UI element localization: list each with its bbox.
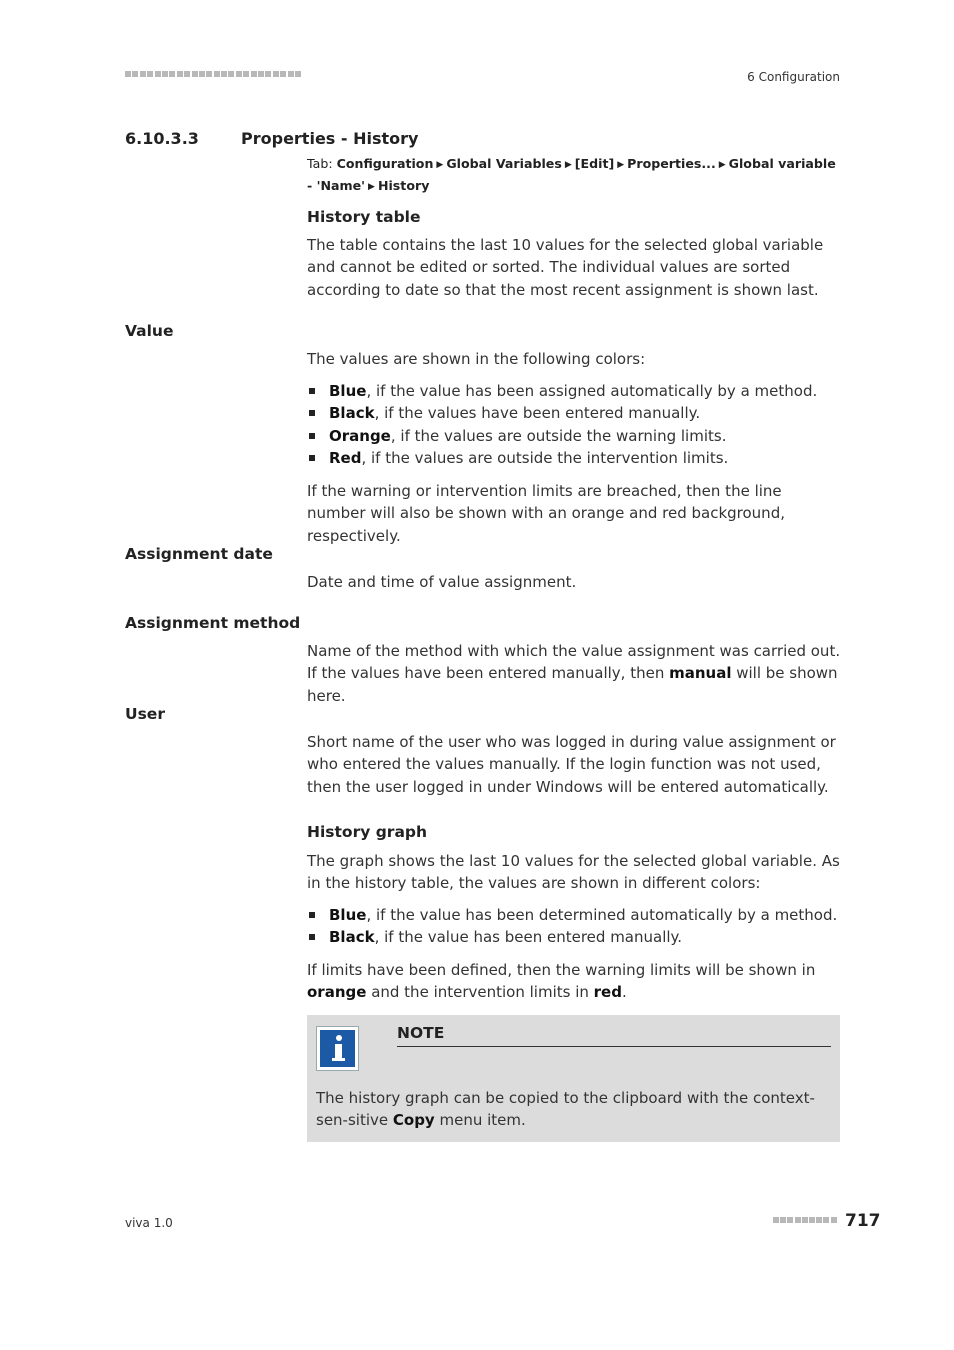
- note-divider: [397, 1046, 831, 1047]
- running-header-chapter: 6 Configuration: [747, 70, 840, 84]
- history-graph-intro: The graph shows the last 10 values for the selected global variable. As in the history table, the values are shown in different colors:: [307, 852, 840, 893]
- history-graph-heading: History graph: [307, 823, 428, 841]
- header-decoration: [125, 71, 307, 80]
- history-table-heading: History table: [307, 208, 421, 226]
- list-item: Black, if the values have been entered manually.: [307, 402, 842, 424]
- value-color-list: [307, 380, 842, 469]
- section-title: Properties - History: [241, 129, 419, 148]
- tab-path-item: Global Variables: [446, 156, 562, 171]
- value-outro: If the warning or intervention limits are breached, then the line number will also be shown with an orange and red background, respectively.: [307, 482, 785, 545]
- list-item: Blue, if the value has been determined automatically by a method.: [307, 904, 842, 926]
- tab-prefix: Tab:: [307, 156, 333, 171]
- value-intro: The values are shown in the following colors:: [307, 350, 646, 368]
- tab-path-item: History: [377, 178, 430, 193]
- tab-path-item: [Edit]: [574, 156, 615, 171]
- assignment-date-text: Date and time of value assignment.: [307, 573, 577, 591]
- arrow-right-icon: ▶: [564, 160, 572, 170]
- arrow-right-icon: ▶: [436, 160, 444, 170]
- user-label: User: [125, 705, 165, 723]
- note-text: The history graph can be copied to the clipboard with the context-sen-sitive Copy menu item.: [316, 1089, 815, 1130]
- value-label: Value: [125, 322, 174, 340]
- footer-decoration: [773, 1217, 838, 1236]
- arrow-right-icon: ▶: [617, 160, 625, 170]
- info-icon: [316, 1026, 359, 1071]
- history-graph-color-list: [307, 904, 842, 949]
- footer-product: viva 1.0: [125, 1216, 173, 1230]
- arrow-right-icon: ▶: [718, 160, 726, 170]
- tab-path-item: Configuration: [336, 156, 434, 171]
- tab-path: [307, 154, 837, 198]
- history-table-text: The table contains the last 10 values for the selected global variable and cannot be edited or sorted. The individual values are sorted according to date so that the most recent assignment is shown last.: [307, 236, 824, 299]
- note-title: NOTE: [397, 1024, 445, 1042]
- list-item: Blue, if the value has been assigned automatically by a method.: [307, 380, 842, 402]
- assignment-date-label: Assignment date: [125, 545, 273, 563]
- list-item: Orange, if the values are outside the warning limits.: [307, 425, 842, 447]
- list-item: Black, if the value has been entered manually.: [307, 926, 842, 948]
- page-number: 717: [845, 1211, 881, 1231]
- arrow-right-icon: ▶: [368, 182, 375, 192]
- list-item: Red, if the values are outside the intervention limits.: [307, 447, 842, 469]
- tab-path-item: Global variable - 'Name': [307, 156, 836, 193]
- history-graph-limits: If limits have been defined, then the warning limits will be shown in orange and the intervention limits in red.: [307, 961, 816, 1002]
- tab-path-item: Properties...: [627, 156, 716, 171]
- note-box: [307, 1015, 840, 1142]
- assignment-method-text: Name of the method with which the value assignment was carried out. If the values have been entered manually, then manual will be shown here.: [307, 642, 841, 705]
- assignment-method-label: Assignment method: [125, 614, 301, 632]
- user-text: Short name of the user who was logged in during value assignment or who entered the values manually. If the login function was not used, then the user logged in under Windows will be entered automatically.: [307, 733, 836, 796]
- section-number: 6.10.3.3: [125, 129, 199, 148]
